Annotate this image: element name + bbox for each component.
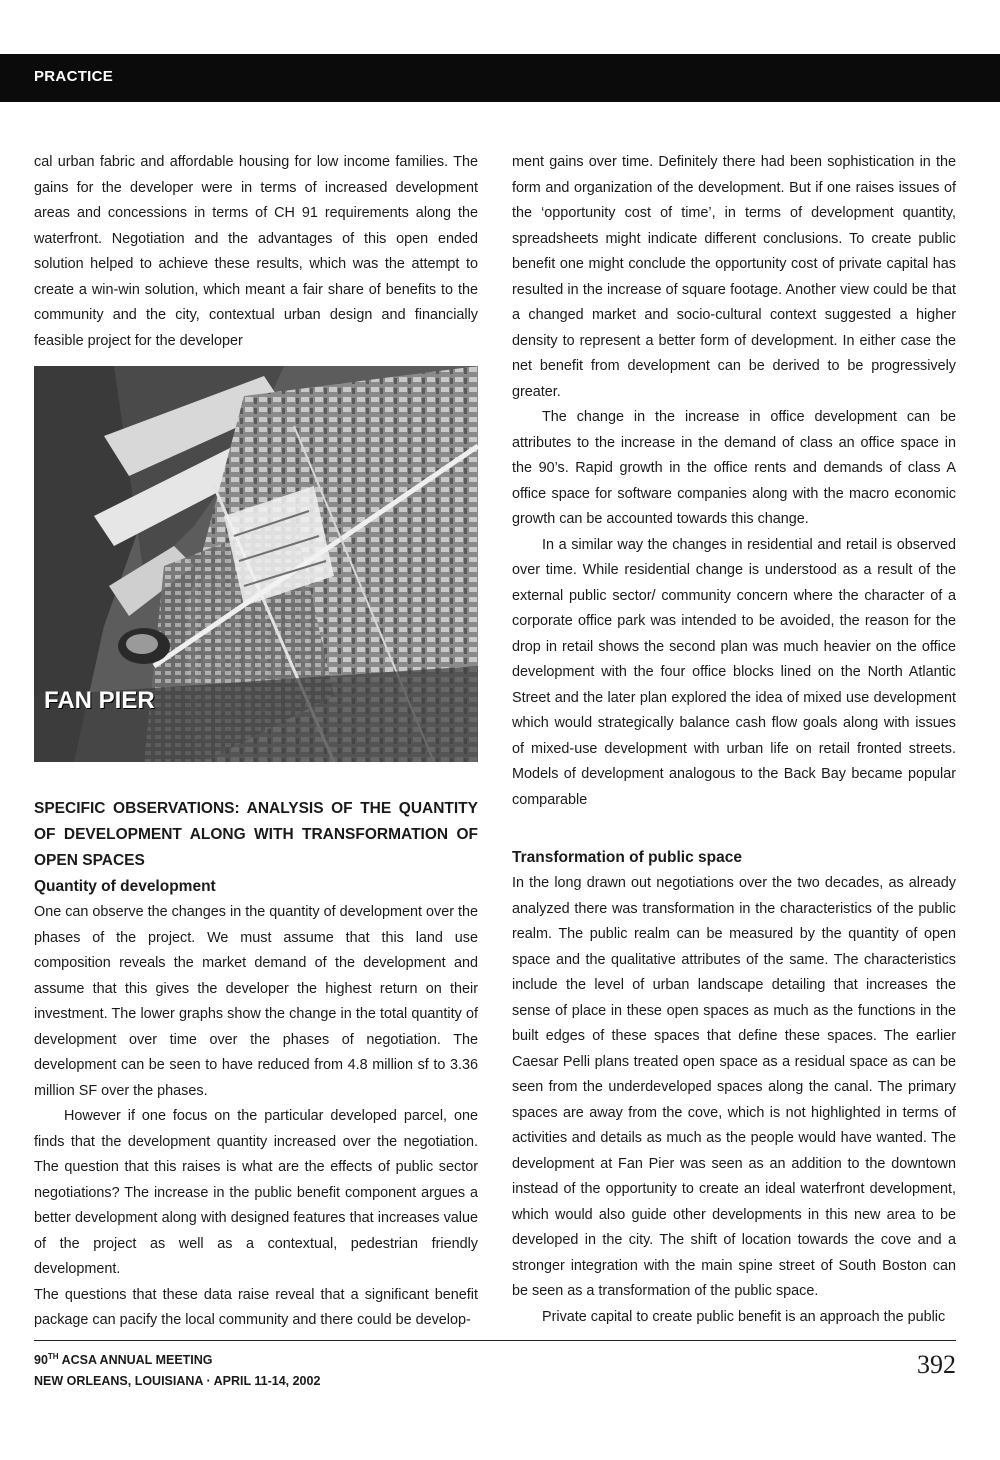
footer-meeting-number: 90 [34, 1353, 48, 1368]
footer-location: NEW ORLEANS, LOUISIANA · APRIL 11-14, 2002 [34, 1374, 321, 1388]
section-header-bar [0, 54, 1000, 102]
paragraph: ment gains over time. Definitely there had been sophistication in the form and organization of the development. But if one raises issues of the ‘opportunity cost of time’, in terms of development quantity, spreadsheets might indicate different conclusions. To create public benefit one might conclude the opportunity cost of private capital has resulted in the increase of square footage. Another view could be that a changed market and socio-cultural context suggested a higher density to represent a better form of development. In either case the net benefit from development can be derived to be progressively greater. [512, 154, 956, 400]
intro-paragraph: cal urban fabric and affordable housing for low income families. The gains for the developer were in terms of increased development areas and concessions in terms of CH 91 requirements along the waterfront. Negotiation and the advantages of this open ended solution helped to achieve these results, which was the attempt to create a win-win solution, which meant a fair share of benefits to the community and the city, contextual urban design and financially feasible project for the developer [34, 154, 478, 349]
paragraph: Private capital to create public benefit is an approach the public [542, 1308, 946, 1325]
subheading-public-space: Transformation of public space [512, 849, 742, 866]
paragraph: The change in the increase in office development can be attributes to the increase in the demand of class an office space in the 90’s. Rapid growth in the office rents and demands of class A office space for software companies along with the macro economic growth can be accounted towards this change. [512, 409, 956, 527]
paragraph: In a similar way the changes in residential and retail is observed over time. While residential change is understood as a result of the external public sector/ community concern where the character of a corporate office park was intended to be avoided, the reason for the drop in retail shows the second plan was much heavier on the office development with the four office blocks lined on the North Atlantic Street and the later plan explored the idea of mixed use development which would strategically balance cash flow goals along with issues of mixed-use development with urban life on retail fronted streets. Models of development analogous to the Back Bay became popular comparable [512, 536, 956, 808]
aerial-photo-figure [34, 366, 478, 762]
paragraph: However if one focus on the particular developed parcel, one finds that the development quantity increased over the negotiation. The question that this raises is what are the effects of public sector negotiations? The increase in the public benefit component argues a better development along with designed features that increases value of the project as well as a contextual, pedestrian friendly development. [34, 1108, 478, 1277]
footer-meeting [34, 1352, 213, 1367]
footer-meeting-title: ACSA ANNUAL MEETING [58, 1353, 213, 1368]
subheading-quantity: Quantity of development [34, 878, 216, 895]
footer-divider [34, 1340, 956, 1341]
footer-meeting-ordinal: TH [47, 1352, 59, 1361]
left-column [34, 150, 478, 1334]
right-column [512, 150, 956, 1330]
figure-label: FAN PIER [44, 687, 155, 714]
paragraph: In the long drawn out negotiations over the two decades, as already analyzed there was transformation in the characteristics of the public realm. The public realm can be measured by the quantity of open space and the qualitative attributes of the same. The characteristics include the level of urban landscape detailing that increases the sense of place in these open spaces as much as the functions in the built edges of these spaces that define these spaces. The earlier Caesar Pelli plans treated open space as a residual space as can be seen from the underdeveloped spaces along the canal. The primary spaces are away from the cove, which is not highlighted in terms of activities and details as much as the people would have wanted. The development at Fan Pier was seen as an addition to the downtown instead of the opportunity to create an ideal waterfront development, which would also guide other developments in this new area to be developed in the city. The shift of location towards the cove and a stronger integration with the main spine street of South Boston can be seen as a transformation of the public space. [512, 875, 956, 1299]
section-label: PRACTICE [34, 68, 114, 85]
paragraph: The questions that these data raise reveal that a significant benefit package can pacify the local community and there could be develop- [34, 1286, 478, 1328]
section-heading: SPECIFIC OBSERVATIONS: ANALYSIS OF THE QUANTITY OF DEVELOPMENT ALONG WITH TRANSFORMATION OF OPEN SPACES [34, 800, 478, 869]
paragraph: One can observe the changes in the quantity of development over the phases of the project. We must assume that this land use composition reveals the market demand of the development and assume that this gives the developer the highest return on their investment. The lower graphs show the change in the total quantity of development over time over the phases of negotiation. The development can be seen to have reduced from 4.8 million sf to 3.36 million SF over the phases. [34, 904, 479, 1099]
page-number: 392 [917, 1350, 956, 1379]
